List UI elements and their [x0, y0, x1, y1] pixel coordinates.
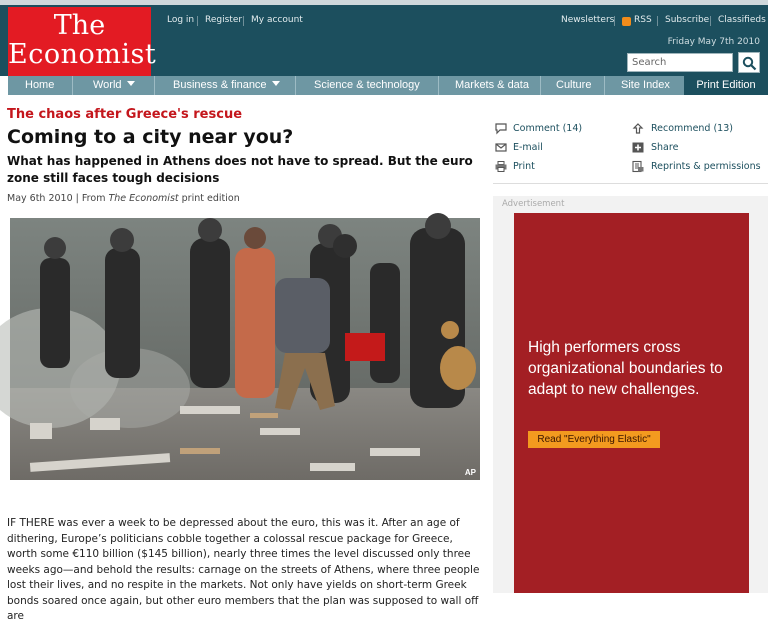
article-photo [10, 218, 480, 480]
nav-divider [154, 76, 155, 95]
nav-print-edition[interactable]: Print Edition [684, 76, 768, 95]
nav-science-technology[interactable] [314, 76, 420, 95]
classifieds-link[interactable]: Classifieds [718, 15, 766, 25]
recommend-link[interactable]: Recommend (13) [651, 123, 733, 134]
dateline-edition: print edition [181, 193, 240, 204]
nav-home-label: Home [25, 79, 55, 91]
search-input[interactable] [627, 53, 733, 72]
logo-line-2: Economist [8, 39, 157, 70]
header-divider [710, 16, 711, 26]
nav-divider [604, 76, 605, 95]
nav-markets-label: Markets & data [455, 79, 529, 91]
print-link[interactable]: Print [513, 161, 535, 172]
article-dateline: May 6th 2010 | From The Economist print edition [7, 193, 240, 204]
email-icon [495, 142, 507, 153]
photo-credit: AP [464, 468, 476, 477]
article-rubric: The chaos after Greece's rescue [7, 107, 243, 122]
nav-culture[interactable] [556, 76, 591, 95]
login-link[interactable]: Log in [167, 15, 195, 25]
rss-icon[interactable] [622, 17, 631, 26]
share-icon [632, 142, 644, 153]
my-account-link[interactable]: My account [251, 15, 303, 25]
subscribe-link[interactable]: Subscribe [665, 15, 710, 25]
sidebar-divider [493, 183, 768, 184]
rss-link[interactable]: RSS [634, 15, 652, 25]
print-icon [495, 161, 507, 172]
nav-home[interactable] [25, 76, 54, 95]
current-date: Friday May 7th 2010 [667, 37, 760, 47]
nav-divider [295, 76, 296, 95]
nav-site-index-label: Site Index [621, 79, 670, 91]
chevron-down-icon [127, 81, 135, 86]
article-body: IF THERE was ever a week to be depressed about the euro, this was it. After an age of dithering, Europe’s politicians cobble together a colossal rescue package for Greece, worth some €110 billion ($145 billion), nearly three times the level discussed only three weeks ago—and behold the results: carnage on the streets of Athens, where three people lost their lives, and no respite in the markets. Not only have yields on short-term Greek bonds soared once again, but other euro members that the plan was supposed to wall off are [7, 517, 480, 622]
nav-markets-data[interactable] [455, 76, 529, 95]
article-date: May 6th 2010 [7, 193, 73, 204]
header-divider [243, 16, 244, 26]
logo-line-1: The [53, 10, 106, 41]
search-icon [742, 56, 757, 71]
reprints-link[interactable]: Reprints & permissions [651, 161, 761, 172]
nav-business-label: Business & finance [173, 79, 267, 91]
nav-business-finance[interactable] [173, 76, 280, 95]
main-navigation [8, 76, 768, 95]
thumbs-up-icon [632, 123, 644, 134]
nav-divider [540, 76, 541, 95]
economist-logo[interactable] [8, 7, 157, 78]
nav-divider [438, 76, 439, 95]
advertisement-label: Advertisement [502, 199, 565, 209]
reprints-icon [632, 161, 644, 172]
riot-scene-image [10, 218, 480, 480]
header-divider [657, 16, 658, 26]
share-link[interactable]: Share [651, 142, 679, 153]
chevron-down-icon [272, 81, 280, 86]
nav-world[interactable] [93, 76, 135, 95]
nav-culture-label: Culture [556, 79, 592, 91]
comment-icon [495, 123, 507, 134]
dateline-publication[interactable]: The Economist [108, 193, 179, 204]
search-button[interactable] [738, 52, 760, 73]
ad-read-button[interactable]: Read "Everything Elastic" [528, 431, 660, 448]
site-header [0, 0, 768, 76]
header-divider [197, 16, 198, 26]
newsletters-link[interactable]: Newsletters [561, 15, 615, 25]
dateline-from: From [81, 193, 106, 204]
nav-world-label: World [93, 79, 122, 91]
ad-text: High performers cross organizational boundaries to adapt to new challenges. [528, 339, 723, 398]
comment-link[interactable]: Comment (14) [513, 123, 583, 134]
nav-science-label: Science & technology [314, 79, 420, 91]
email-link[interactable]: E-mail [513, 142, 543, 153]
advertisement-banner[interactable] [514, 213, 749, 593]
nav-site-index[interactable] [621, 76, 670, 95]
article-standfirst: What has happened in Athens does not have to spread. But the euro zone still faces tough decisions [7, 154, 473, 185]
article-headline: Coming to a city near you? [7, 126, 294, 148]
nav-divider [72, 76, 73, 95]
register-link[interactable]: Register [205, 15, 243, 25]
header-divider [614, 16, 615, 26]
